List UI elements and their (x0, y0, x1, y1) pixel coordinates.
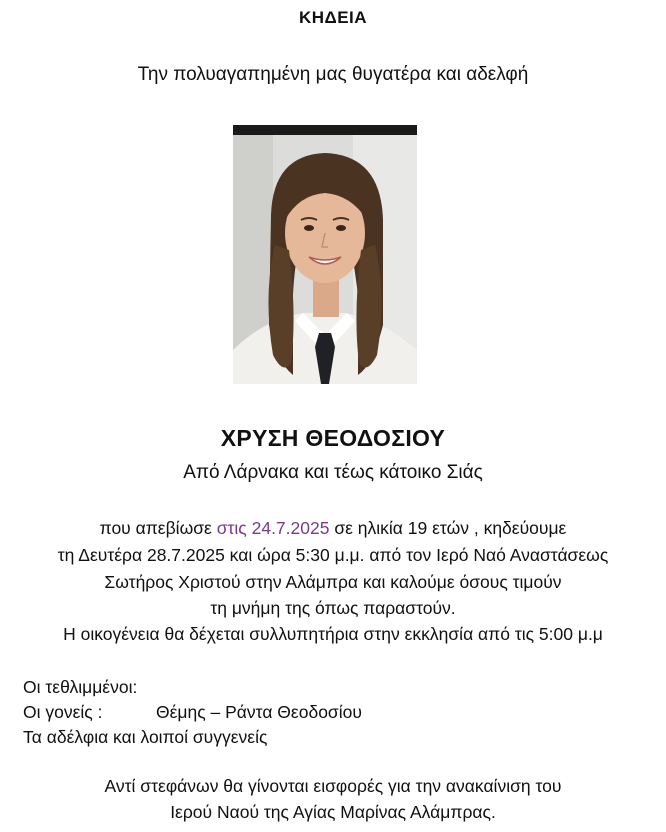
body-line-1-post: σε ηλικία 19 ετών , κηδεύουμε (329, 518, 567, 538)
parents-names: Θέμης – Ράντα Θεοδοσίου (156, 702, 362, 722)
body-line-5: Η οικογένεια θα δέχεται συλλυπητήρια στην εκκλησία από τις 5:00 μ.μ (63, 624, 603, 644)
deceased-origin: Από Λάρνακα και τέως κάτοικο Σιάς (183, 462, 483, 483)
parents-label: Οι γονείς : (23, 702, 103, 722)
siblings-line: Τα αδέλφια και λοιποί συγγενείς (23, 727, 268, 747)
body-line-1-pre: που απεβίωσε (99, 518, 217, 538)
donation-note-line-1: Αντί στεφάνων θα γίνονται εισφορές για την ανακαίνιση του (104, 776, 562, 796)
portrait-photo (233, 125, 417, 384)
body-line-1 (0, 518, 666, 539)
date-of-death: στις 24.7.2025 (216, 518, 330, 538)
body-line-3: Σωτήρος Χριστού στην Αλάμπρα και καλούμε όσους τιμούν (104, 572, 562, 592)
mourners-label: Οι τεθλιμμένοι: (23, 677, 138, 697)
deceased-name: ΧΡΥΣΗ ΘΕΟΔΟΣΙΟΥ (220, 425, 446, 451)
parents-row (23, 702, 362, 723)
body-line-2: τη Δευτέρα 28.7.2025 και ώρα 5:30 μ.μ. από τον Ιερό Ναό Αναστάσεως (57, 545, 609, 565)
body-line-4: τη μνήμη της όπως παραστούν. (210, 598, 456, 618)
notice-heading: ΚΗΔΕΙΑ (298, 8, 368, 27)
notice-intro: Την πολυαγαπημένη μας θυγατέρα και αδελφή (137, 64, 529, 85)
donation-note-line-2: Ιερού Ναού της Αγίας Μαρίνας Αλάμπρας. (170, 802, 496, 822)
